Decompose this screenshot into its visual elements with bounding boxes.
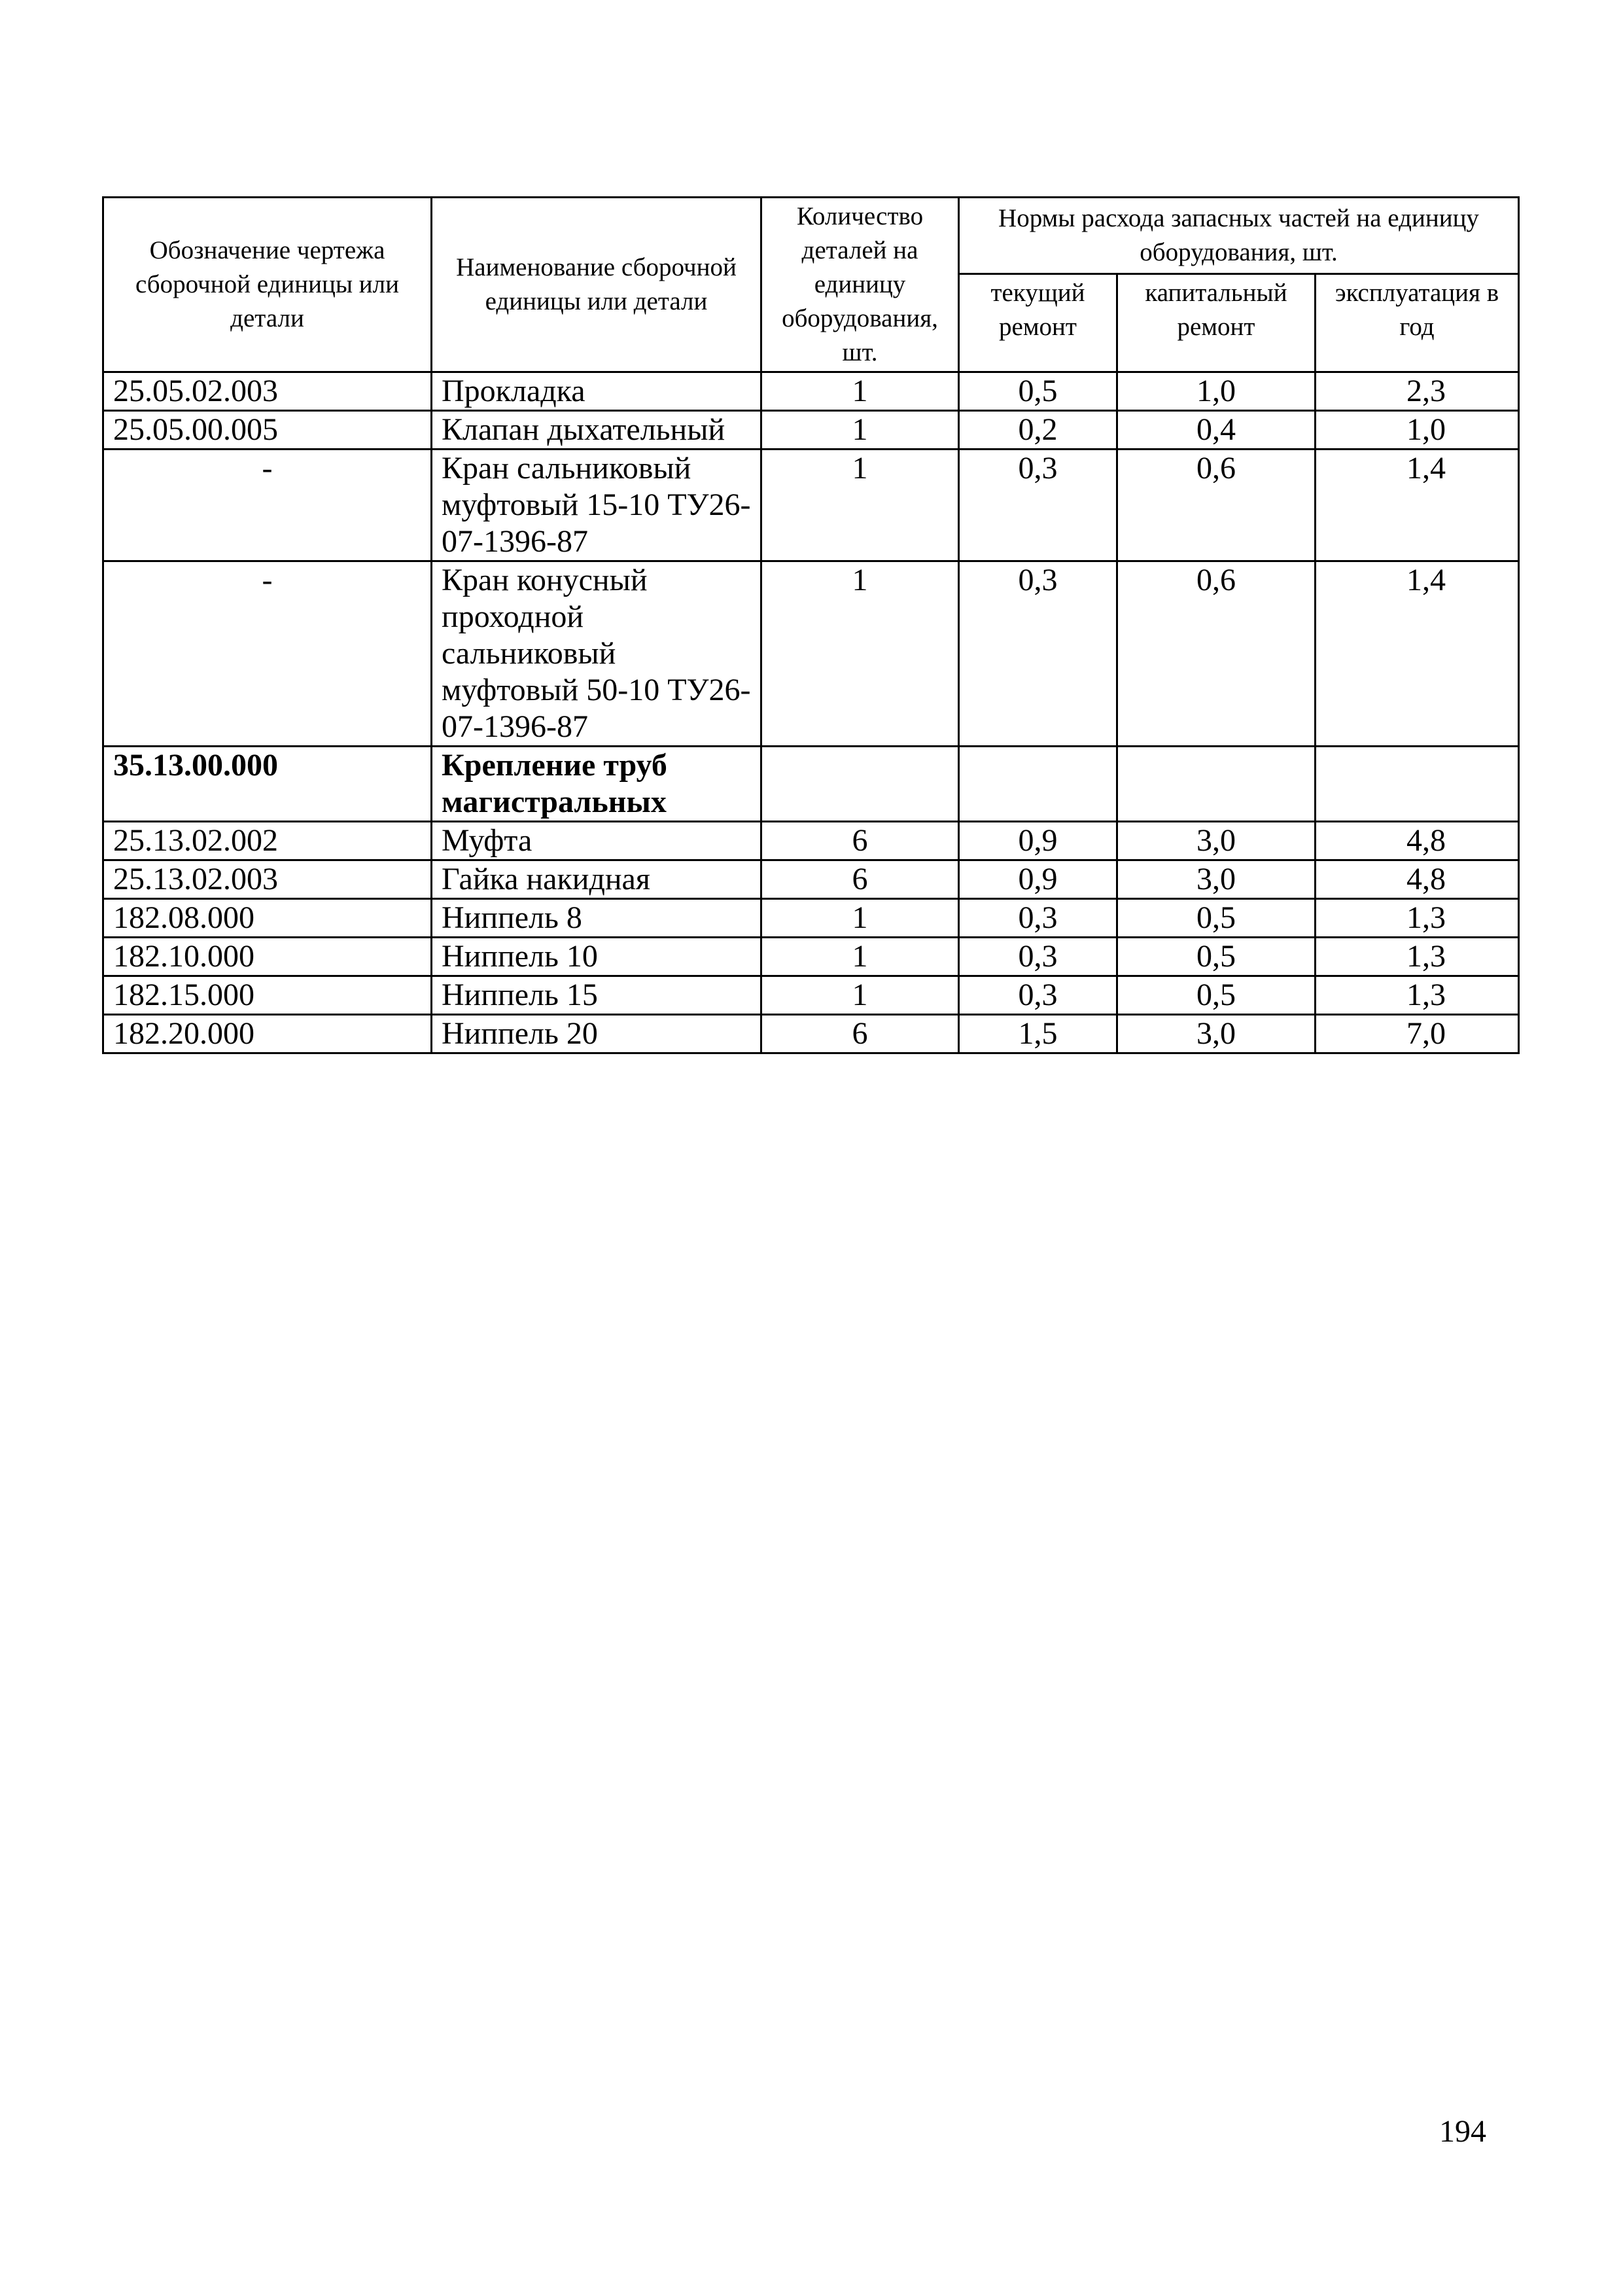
cell-capital: 3,0	[1117, 860, 1316, 899]
table-row	[103, 976, 1519, 1015]
cell-current: 0,3	[959, 976, 1117, 1015]
cell-code: 25.13.02.002	[103, 822, 432, 860]
page-number: 194	[1439, 2114, 1486, 2149]
table-row	[103, 822, 1519, 860]
cell-code: 182.15.000	[103, 976, 432, 1015]
cell-name: Кран сальниковый муфтовый 15-10 ТУ26-07-1396-87	[432, 450, 761, 561]
cell-name: Гайка накидная	[432, 860, 761, 899]
cell-current: 0,3	[959, 938, 1117, 976]
cell-qty: 1	[761, 899, 959, 938]
cell-qty: 1	[761, 976, 959, 1015]
header-code: Обозначение чертежа сборочной единицы или детали	[103, 198, 432, 372]
cell-qty: 1	[761, 450, 959, 561]
spare-parts-table-container	[102, 196, 1518, 1054]
table-row	[103, 938, 1519, 976]
cell-capital: 3,0	[1117, 822, 1316, 860]
spare-parts-table	[102, 196, 1520, 1054]
cell-exploitation: 1,4	[1316, 561, 1519, 747]
cell-qty: 6	[761, 860, 959, 899]
cell-exploitation: 1,4	[1316, 450, 1519, 561]
cell-qty: 1	[761, 411, 959, 450]
table-row	[103, 372, 1519, 411]
cell-name: Ниппель 15	[432, 976, 761, 1015]
cell-name: Ниппель 8	[432, 899, 761, 938]
cell-exploitation: 4,8	[1316, 860, 1519, 899]
cell-code: 182.08.000	[103, 899, 432, 938]
cell-current: 1,5	[959, 1015, 1117, 1053]
cell-capital: 0,5	[1117, 976, 1316, 1015]
cell-current: 0,9	[959, 822, 1117, 860]
cell-capital: 0,4	[1117, 411, 1316, 450]
table-row	[103, 899, 1519, 938]
cell-exploitation: 1,3	[1316, 938, 1519, 976]
cell-capital: 0,5	[1117, 938, 1316, 976]
cell-current: 0,2	[959, 411, 1117, 450]
cell-code: 35.13.00.000	[103, 747, 432, 822]
cell-name: Ниппель 10	[432, 938, 761, 976]
cell-code: -	[103, 561, 432, 747]
cell-name: Прокладка	[432, 372, 761, 411]
cell-name: Кран конусный проходной сальниковый муфтовый 50-10 ТУ26-07-1396-87	[432, 561, 761, 747]
table-row-section	[103, 747, 1519, 822]
header-exploitation: эксплуатация в год	[1316, 274, 1519, 372]
table-row	[103, 411, 1519, 450]
cell-capital: 0,6	[1117, 561, 1316, 747]
header-current-repair: текущий ремонт	[959, 274, 1117, 372]
cell-current: 0,3	[959, 561, 1117, 747]
cell-current: 0,3	[959, 450, 1117, 561]
cell-name: Клапан дыхательный	[432, 411, 761, 450]
cell-name: Ниппель 20	[432, 1015, 761, 1053]
cell-qty: 1	[761, 561, 959, 747]
cell-exploitation: 1,3	[1316, 899, 1519, 938]
cell-code: 182.20.000	[103, 1015, 432, 1053]
cell-current: 0,3	[959, 899, 1117, 938]
cell-qty: 6	[761, 822, 959, 860]
table-row	[103, 450, 1519, 561]
cell-qty	[761, 747, 959, 822]
table-row	[103, 1015, 1519, 1053]
header-qty: Количество деталей на единицу оборудования, шт.	[761, 198, 959, 372]
cell-name: Крепление труб магистральных	[432, 747, 761, 822]
cell-current: 0,5	[959, 372, 1117, 411]
cell-qty: 6	[761, 1015, 959, 1053]
cell-current	[959, 747, 1117, 822]
cell-capital: 3,0	[1117, 1015, 1316, 1053]
cell-qty: 1	[761, 938, 959, 976]
cell-exploitation: 4,8	[1316, 822, 1519, 860]
cell-code: 25.05.02.003	[103, 372, 432, 411]
cell-current: 0,9	[959, 860, 1117, 899]
cell-capital: 1,0	[1117, 372, 1316, 411]
header-capital-repair: капитальный ремонт	[1117, 274, 1316, 372]
cell-exploitation: 1,3	[1316, 976, 1519, 1015]
cell-exploitation: 7,0	[1316, 1015, 1519, 1053]
cell-code: 182.10.000	[103, 938, 432, 976]
cell-capital: 0,6	[1117, 450, 1316, 561]
cell-qty: 1	[761, 372, 959, 411]
header-name: Наименование сборочной единицы или детали	[432, 198, 761, 372]
cell-exploitation: 2,3	[1316, 372, 1519, 411]
cell-code: -	[103, 450, 432, 561]
cell-capital: 0,5	[1117, 899, 1316, 938]
table-row	[103, 860, 1519, 899]
cell-exploitation	[1316, 747, 1519, 822]
header-norms: Нормы расхода запасных частей на единицу оборудования, шт.	[959, 198, 1519, 274]
cell-code: 25.05.00.005	[103, 411, 432, 450]
cell-name: Муфта	[432, 822, 761, 860]
cell-code: 25.13.02.003	[103, 860, 432, 899]
table-row	[103, 561, 1519, 747]
cell-capital	[1117, 747, 1316, 822]
cell-exploitation: 1,0	[1316, 411, 1519, 450]
